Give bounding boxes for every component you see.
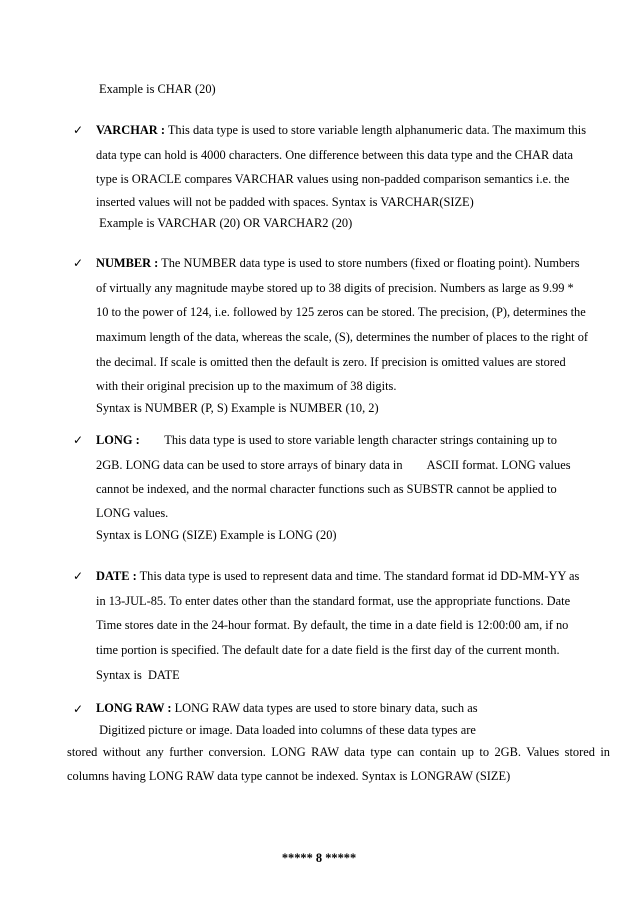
long-line-1: LONG : This data type is used to store variable length character strings containing up to [96, 433, 557, 447]
varchar-line-3: type is ORACLE compares VARCHAR values using non-padded comparison semantics i.e. the [96, 172, 570, 187]
long-line-4: LONG values. [96, 506, 169, 521]
date-line-4: time portion is specified. The default date for a date field is the first day of the current month. [96, 643, 560, 658]
number-line-6: with their original precision up to the maximum of 38 digits. [96, 378, 397, 393]
char-example-line: Example is CHAR (20) [99, 82, 216, 96]
long-line-2: 2GB. LONG data can be used to store arrays of binary data in ASCII format. LONG values [96, 457, 571, 472]
number-line-4: maximum length of the data, whereas the scale, (S), determines the number of places to the right of [96, 330, 589, 345]
long-raw-term: LONG RAW : [96, 701, 172, 715]
number-line-1: NUMBER : The NUMBER data type is used to store numbers (fixed or floating point). Numbers [96, 256, 580, 270]
number-line-2: of virtually any magnitude maybe stored up to 38 digits of precision. Numbers as large as 9.99 * [96, 280, 574, 295]
long-line-5: Syntax is LONG (SIZE) Example is LONG (20) [96, 528, 337, 543]
date-line-5: Syntax is DATE [96, 667, 180, 682]
long-raw-line-2: Digitized picture or image. Data loaded into columns of these data types are [96, 723, 476, 737]
checkmark-icon: ✓ [73, 702, 84, 716]
date-line-3: Time stores date in the 24-hour format. By default, the time in a date field is 12:00:00 am, if no [96, 618, 569, 633]
long-raw-line-4: columns having LONG RAW data type cannot be indexed. Syntax is LONGRAW (SIZE) [67, 769, 511, 783]
long-raw-continuation [67, 740, 610, 788]
number-line-3: 10 to the power of 124, i.e. followed by 125 zeros can be stored. The precision, (P), determines the [96, 305, 586, 320]
long-raw-line-3: stored without any further conversion. LONG RAW data type can contain up to 2GB. Values stored in [67, 745, 610, 759]
long-term: LONG : [96, 433, 140, 447]
varchar-line-5: Example is VARCHAR (20) OR VARCHAR2 (20) [96, 216, 353, 231]
checkmark-icon: ✓ [73, 256, 84, 270]
page-number-marker: ***** 8 ***** [281, 851, 357, 865]
varchar-line-2: data type can hold is 4000 characters. One difference between this data type and the CHAR data [96, 147, 573, 162]
checkmark-icon: ✓ [73, 433, 84, 447]
varchar-term: VARCHAR : [96, 123, 165, 137]
date-line-1: DATE : This data type is used to represent data and time. The standard format id DD-MM-YY as [96, 569, 580, 583]
varchar-line-4: inserted values will not be padded with spaces. Syntax is VARCHAR(SIZE) [96, 195, 474, 210]
number-term: NUMBER : [96, 256, 159, 270]
number-line-5: the decimal. If scale is omitted then the default is zero. If precision is omitted values are stored [96, 354, 566, 369]
checkmark-icon: ✓ [73, 569, 84, 583]
date-line-2: in 13-JUL-85. To enter dates other than the standard format, use the appropriate functions. Date [96, 593, 571, 608]
varchar-line-1: VARCHAR : This data type is used to store variable length alphanumeric data. The maximum this [96, 123, 587, 137]
number-line-7: Syntax is NUMBER (P, S) Example is NUMBER (10, 2) [96, 400, 379, 415]
long-raw-line-1: LONG RAW : LONG RAW data types are used to store binary data, such as [96, 701, 478, 715]
long-line-3: cannot be indexed, and the normal character functions such as SUBSTR cannot be applied to [96, 482, 557, 497]
date-term: DATE : [96, 569, 137, 583]
checkmark-icon: ✓ [73, 123, 84, 137]
